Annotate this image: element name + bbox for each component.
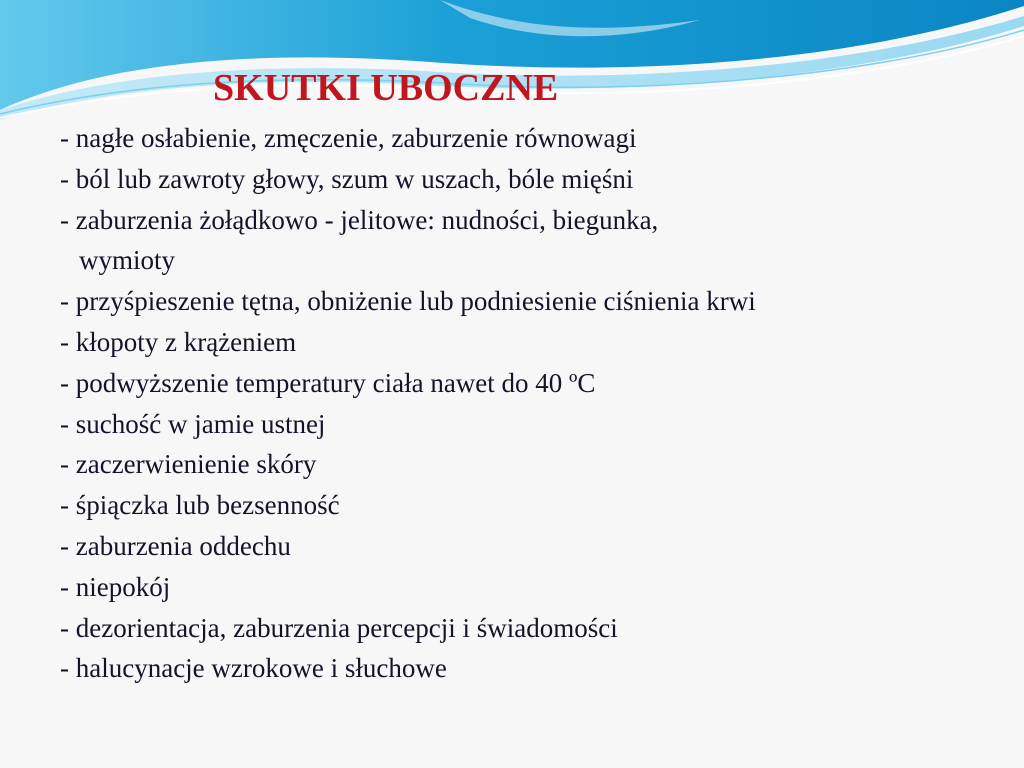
list-item: - nagłe osłabienie, zmęczenie, zaburzenie równowagi <box>60 123 637 153</box>
list-item: - zaburzenia żołądkowo - jelitowe: nudności, biegunka, <box>60 204 659 235</box>
list-item: - zaburzenia oddechu <box>60 530 291 561</box>
list-item: - podwyższenie temperatury ciała nawet do 40 ºC <box>60 367 596 398</box>
list-item: - przyśpieszenie tętna, obniżenie lub podniesienie ciśnienia krwi <box>60 286 756 317</box>
slide-title: SKUTKI UBOCZNE <box>213 67 559 109</box>
list-item: - niepokój <box>60 571 171 602</box>
list-item: - zaczerwienienie skóry <box>60 449 317 480</box>
list-item: - ból lub zawroty głowy, szum w uszach, bóle mięśni <box>60 163 634 194</box>
list-item: - kłopoty z krążeniem <box>60 326 297 357</box>
list-item-continuation: wymioty <box>79 245 176 276</box>
list-item: - suchość w jamie ustnej <box>60 408 326 439</box>
side-effects-list <box>60 118 1010 689</box>
list-item: - śpiączka lub bezsenność <box>60 490 340 521</box>
list-item: - halucynacje wzrokowe i słuchowe <box>60 653 447 684</box>
list-item: - dezorientacja, zaburzenia percepcji i świadomości <box>60 612 618 643</box>
